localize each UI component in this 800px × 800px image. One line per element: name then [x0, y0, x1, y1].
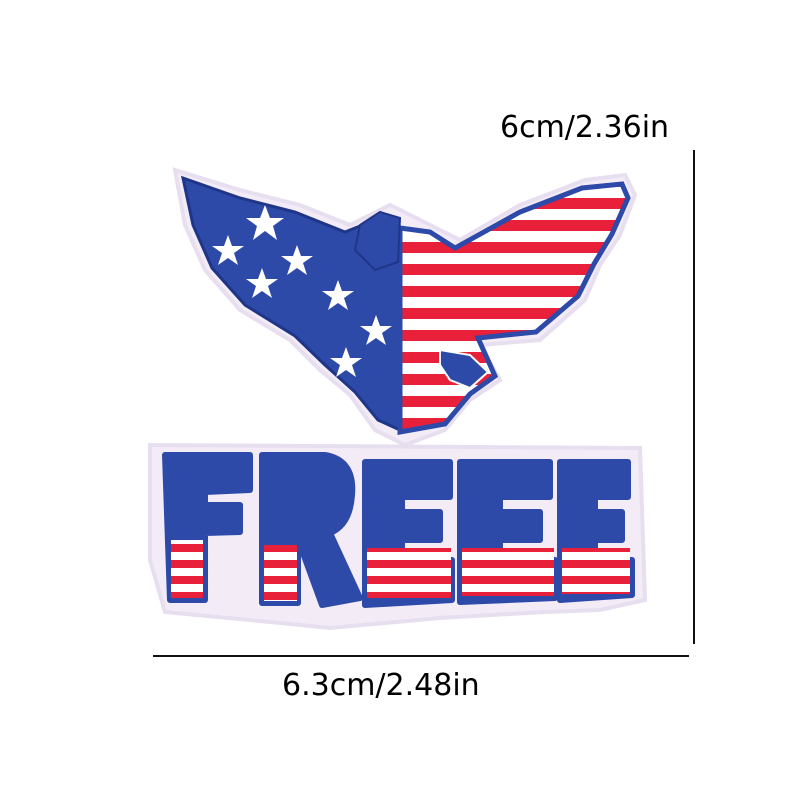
eagle-right-wing	[400, 184, 628, 432]
width-dimension-label: 6.3cm/2.48in	[282, 668, 480, 703]
width-dimension-line	[153, 655, 689, 657]
height-dimension-line	[693, 150, 695, 644]
height-dimension-label: 6cm/2.36in	[500, 110, 670, 145]
